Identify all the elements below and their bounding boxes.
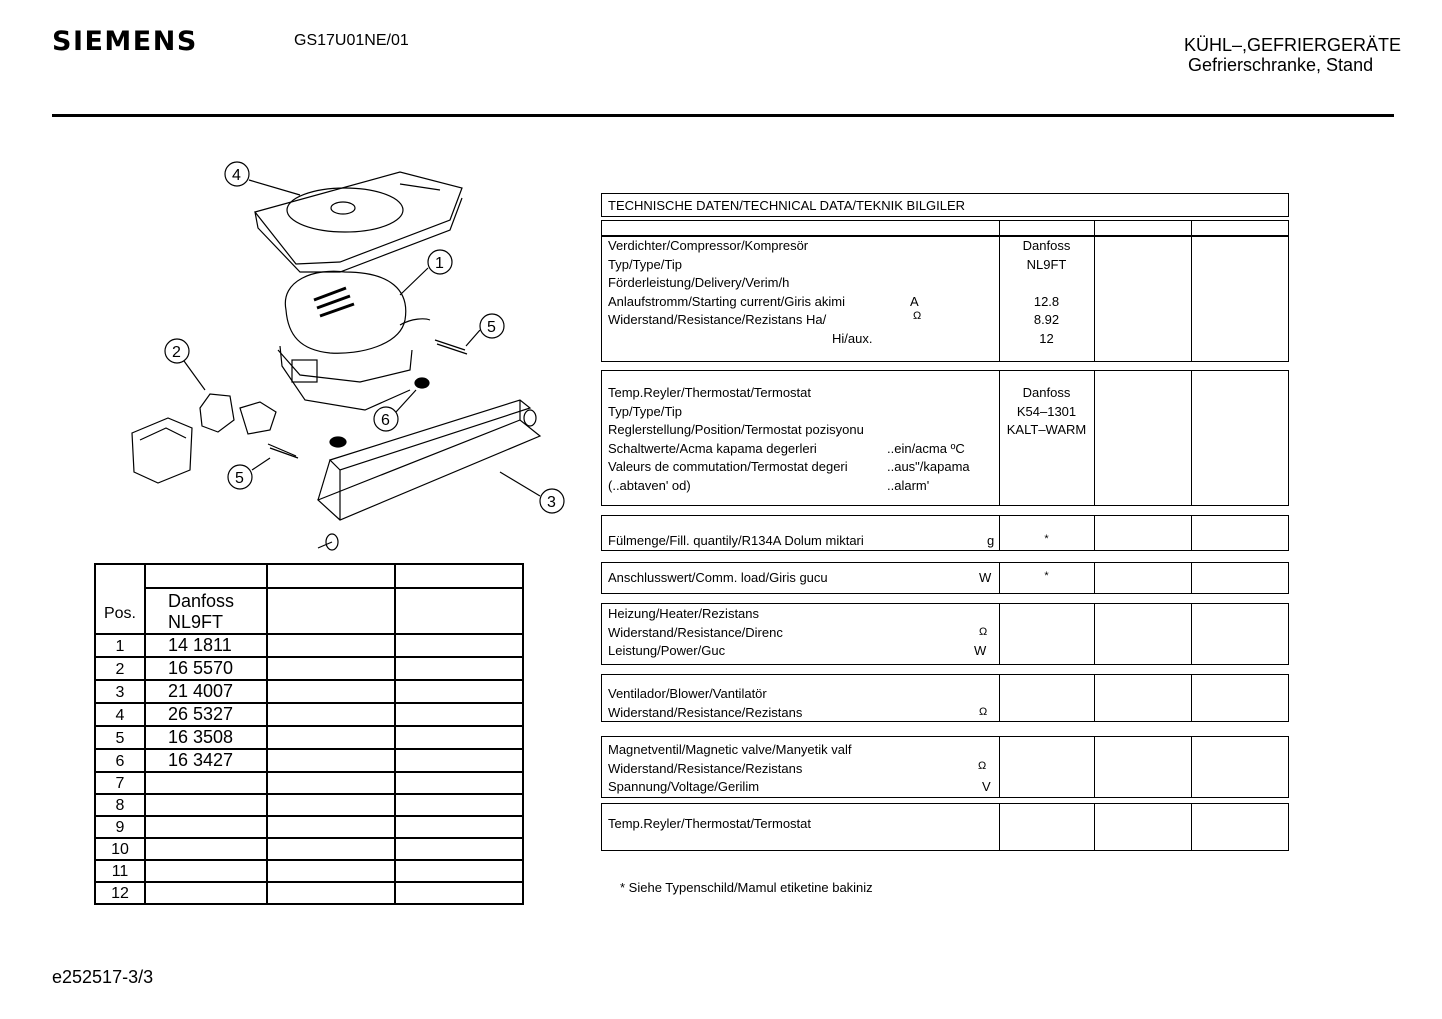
model-number: GS17U01NE/01 xyxy=(294,32,409,49)
unit-ohm: Ω xyxy=(913,310,922,322)
load-section: Anschlusswert/Comm. load/Giris gucu W * xyxy=(601,562,1289,594)
unit-a: A xyxy=(910,293,919,309)
table-row: 6 16 3427 xyxy=(95,749,523,772)
tech-title: TECHNISCHE DATEN/TECHNICAL DATA/TEKNIK BILGILER xyxy=(608,198,966,213)
svg-text:4: 4 xyxy=(232,167,241,184)
blower-section: Ventilador/Blower/Vantilatör Widerstand/Resistance/Rezistans Ω xyxy=(601,674,1289,722)
delivery-label: Förderleistung/Delivery/Verim/h xyxy=(608,275,790,290)
svg-text:5: 5 xyxy=(235,470,244,487)
table-row: 8 xyxy=(95,794,523,816)
thermostat2-section: Temp.Reyler/Thermostat/Termostat xyxy=(601,803,1289,851)
table-row: 1 14 1811 xyxy=(95,634,523,657)
table-row: 9 xyxy=(95,816,523,838)
compressor-section: Verdichter/Compressor/Kompresör Typ/Type/Tip Förderleistung/Delivery/Verim/h Anlaufstromm/Starting current/Giris akimi Widerstand/Resistance/Rezistans Ha/ Hi/aux. A Ω Danfoss NL9FT 12.8 8.92 12 xyxy=(601,236,1289,362)
compressor-label: Verdichter/Compressor/Kompresör xyxy=(608,238,809,253)
type-label: Typ/Type/Tip xyxy=(608,256,682,272)
starting-current-label: Anlaufstromm/Starting current/Giris akimi xyxy=(608,293,845,309)
table-row: 3 21 4007 xyxy=(95,680,523,703)
callout-3 xyxy=(500,472,564,513)
table-row: 5 16 3508 xyxy=(95,726,523,749)
part-column-header: Danfoss NL9FT xyxy=(145,588,267,634)
callout-1 xyxy=(400,250,452,295)
base-plate-part xyxy=(318,400,540,550)
exploded-parts-diagram xyxy=(100,150,580,560)
svg-text:1: 1 xyxy=(435,255,444,272)
svg-text:3: 3 xyxy=(547,494,556,511)
resistance-label: Widerstand/Resistance/Rezistans Ha/ xyxy=(608,312,827,327)
pos-header-cell: Pos. xyxy=(95,564,145,634)
table-row: 11 xyxy=(95,860,523,882)
table-row: 4 26 5327 xyxy=(95,703,523,726)
table-row: 10 xyxy=(95,838,523,860)
clip-part xyxy=(268,340,467,458)
callout-5a xyxy=(466,314,504,346)
aux-label: Hi/aux. xyxy=(832,330,873,346)
grommet-part xyxy=(330,378,429,447)
compressor-part xyxy=(278,271,430,410)
svg-text:6: 6 xyxy=(381,412,390,429)
svg-text:2: 2 xyxy=(172,344,181,361)
category-title: KÜHL–,GEFRIERGERÄTE xyxy=(1184,35,1402,55)
footnote: * Siehe Typenschild/Mamul etiketine bakiniz xyxy=(620,880,873,895)
svg-text:5: 5 xyxy=(487,319,496,336)
table-row: 12 xyxy=(95,882,523,904)
category-subtitle: Gefrierschranke, Stand xyxy=(1188,55,1374,75)
tech-column-header xyxy=(601,220,1289,236)
relay-part xyxy=(132,394,276,483)
callout-5b xyxy=(228,458,270,489)
parts-table xyxy=(94,563,524,905)
table-row: 7 xyxy=(95,772,523,794)
fill-section: Fülmenge/Fill. quantily/R134A Dolum miktari g * xyxy=(601,515,1289,551)
document-reference: e252517-3/3 xyxy=(52,967,154,987)
brand-logo: SIEMENS xyxy=(52,26,198,57)
cover-part xyxy=(255,172,462,272)
heater-section: Heizung/Heater/Rezistans Widerstand/Resistance/Direnc Leistung/Power/Guc Ω W xyxy=(601,603,1289,665)
callout-2 xyxy=(165,339,205,390)
valve-section: Magnetventil/Magnetic valve/Manyetik valf Widerstand/Resistance/Rezistans Spannung/Voltage/Gerilim Ω V xyxy=(601,736,1289,798)
callout-4 xyxy=(225,162,300,195)
table-row: 2 16 5570 xyxy=(95,657,523,680)
header-divider xyxy=(52,114,1394,117)
tech-title-box xyxy=(601,193,1289,217)
thermostat-section: Temp.Reyler/Thermostat/Termostat Typ/Type/Tip Reglerstellung/Position/Termostat pozisyonu Schaltwerte/Acma kapama degerleri Valeurs de commutation/Termostat degeri (..abtaven' od) ..ein/acma ºC ..aus"/kapama ..alarm' Danfoss K54–1301 KALT–WARM xyxy=(601,370,1289,506)
